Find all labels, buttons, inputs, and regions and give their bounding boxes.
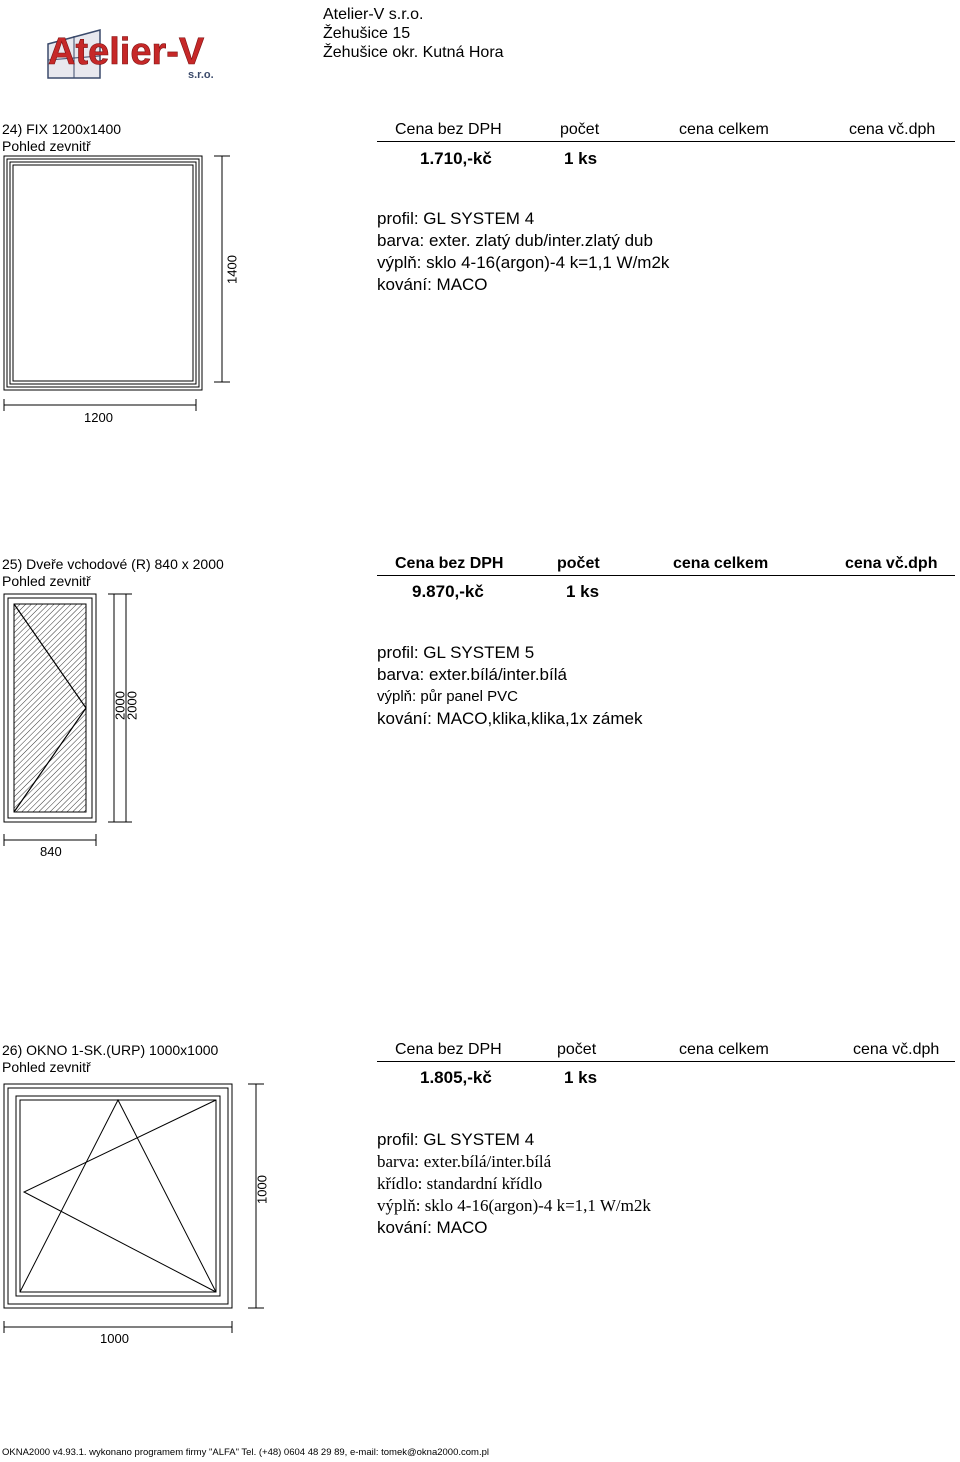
price-table-header — [377, 555, 955, 576]
header-qty: počet — [557, 555, 600, 572]
footer-note: OKNA2000 v4.93.1. wykonano programem firmy "ALFA" Tel. (+48) 0604 48 29 89, e-mail: tomek@okna2000.com.pl — [2, 1447, 489, 1458]
width-dimension: 1200 — [84, 410, 113, 425]
company-street: Žehušice 15 — [323, 25, 411, 42]
spec-color: barva: exter.bílá/inter.bílá — [377, 1152, 552, 1171]
window-drawing-fix — [0, 150, 260, 430]
spec-block — [377, 208, 669, 296]
price-table-header — [377, 1041, 955, 1062]
company-city: Žehušice okr. Kutná Hora — [323, 44, 504, 61]
spec-color: barva: exter.bílá/inter.bílá — [377, 665, 567, 684]
price-value: 1.710,-kč — [420, 149, 492, 168]
window-drawing-tilt-turn — [0, 1080, 290, 1350]
spec-sash: křídlo: standardní křídlo — [377, 1174, 543, 1193]
header-vat: cena vč.dph — [853, 1041, 940, 1058]
item-view-label: Pohled zevnitř — [2, 138, 91, 154]
header-vat: cena vč.dph — [849, 121, 936, 138]
spec-profile: profil: GL SYSTEM 4 — [377, 209, 535, 228]
header-total: cena celkem — [679, 1041, 769, 1058]
quantity-value: 1 ks — [566, 582, 600, 601]
header-qty: počet — [560, 121, 600, 138]
width-dimension: 1000 — [100, 1331, 129, 1346]
header-price: Cena bez DPH — [395, 121, 502, 138]
quantity-value: 1 ks — [564, 149, 598, 168]
height-dimension: 2000 — [112, 691, 128, 720]
item-title: 26) OKNO 1-SK.(URP) 1000x1000 — [2, 1042, 219, 1058]
header-total: cena celkem — [673, 555, 769, 572]
height-dimension: 1400 — [224, 255, 240, 284]
quantity-value: 1 ks — [564, 1068, 598, 1087]
header-total: cena celkem — [679, 121, 769, 138]
spec-color: barva: exter. zlatý dub/inter.zlatý dub — [377, 231, 653, 250]
price-table-header — [377, 121, 955, 142]
spec-fill: výplň: půr panel PVC — [377, 688, 518, 705]
height-dimension: 1000 — [254, 1175, 270, 1204]
spec-hardware: kování: MACO — [377, 275, 488, 294]
door-drawing — [0, 590, 160, 870]
item-title: 24) FIX 1200x1400 — [2, 121, 122, 137]
spec-profile: profil: GL SYSTEM 5 — [377, 643, 535, 662]
company-name: Atelier-V s.r.o. — [323, 6, 424, 23]
spec-profile: profil: GL SYSTEM 4 — [377, 1130, 535, 1149]
spec-hardware: kování: MACO — [377, 1218, 488, 1237]
height-dimension-2: 2000 — [124, 691, 140, 720]
item-view-label: Pohled zevnitř — [2, 573, 91, 589]
company-logo — [40, 14, 245, 82]
spec-block — [377, 642, 642, 730]
spec-glazing: výplň: sklo 4-16(argon)-4 k=1,1 W/m2k — [377, 253, 670, 272]
header-vat: cena vč.dph — [845, 555, 938, 572]
spec-glazing: výplň: sklo 4-16(argon)-4 k=1,1 W/m2k — [377, 1196, 651, 1215]
width-dimension: 840 — [40, 844, 62, 859]
spec-hardware: kování: MACO,klika,klika,1x zámek — [377, 709, 643, 728]
price-value: 1.805,-kč — [420, 1068, 492, 1087]
item-view-label: Pohled zevnitř — [2, 1059, 91, 1075]
price-value: 9.870,-kč — [412, 582, 484, 601]
header-qty: počet — [557, 1041, 597, 1058]
spec-block — [377, 1129, 651, 1239]
item-title: 25) Dveře vchodové (R) 840 x 2000 — [2, 556, 224, 572]
logo-subtext: s.r.o. — [188, 69, 214, 81]
header-price: Cena bez DPH — [395, 1041, 502, 1058]
header-price: Cena bez DPH — [395, 555, 504, 572]
logo-text: Atelier-V — [48, 31, 205, 73]
